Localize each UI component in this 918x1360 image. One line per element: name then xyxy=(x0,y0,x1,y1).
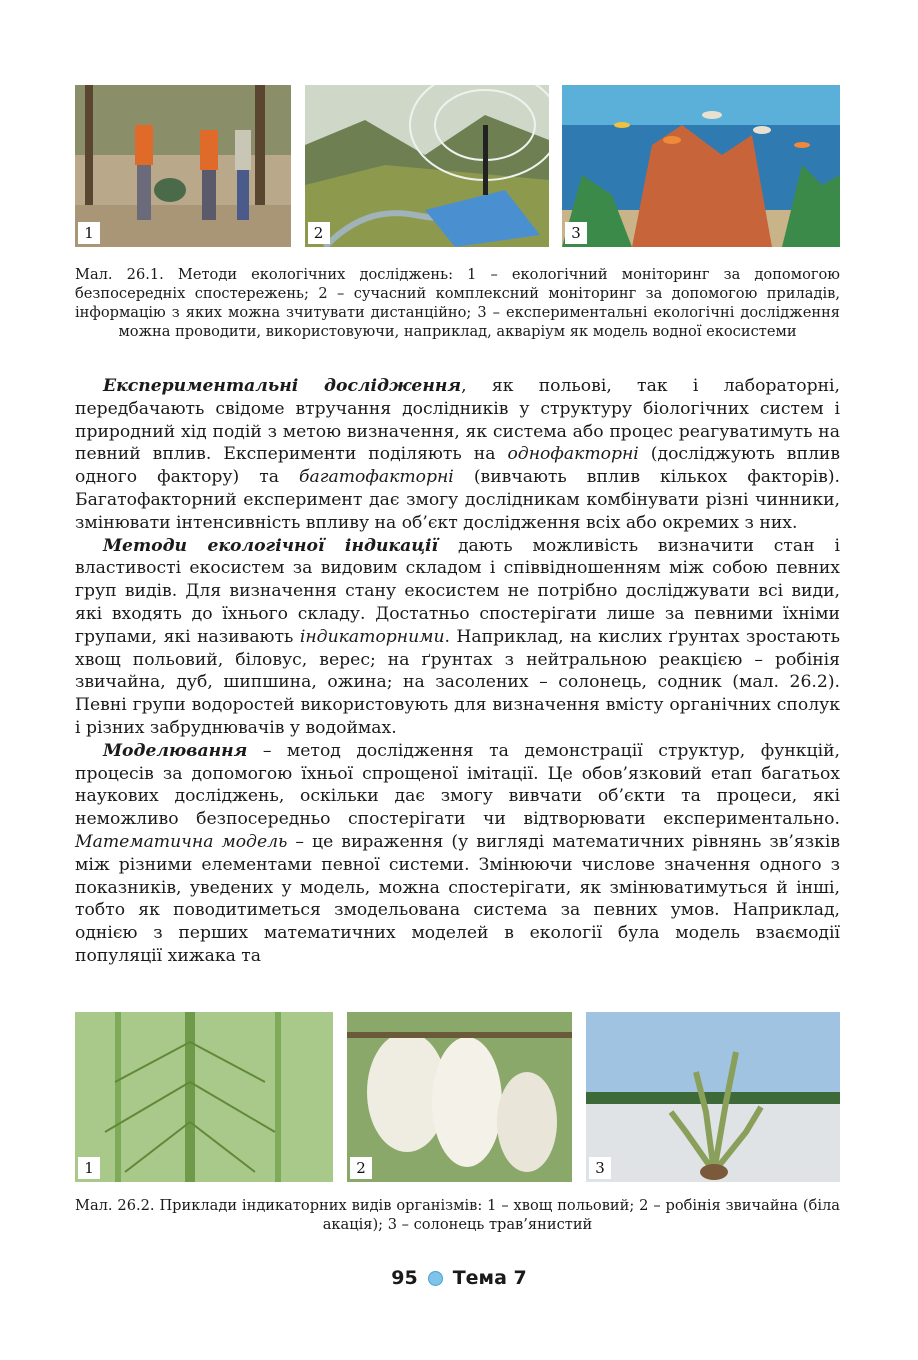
figure-26-2-caption: Мал. 26.2. Приклади індикаторних видів організмів: 1 – хвощ польовий; 2 – робінія звичайна (біла акація); 3 – солонець трав’янистий xyxy=(75,1197,840,1233)
main-text xyxy=(75,375,840,968)
aquarium-photo xyxy=(562,85,840,247)
sensor-device-photo xyxy=(305,85,549,247)
paragraph-indication: Методи екологічної індикації дають можливість визначити стан і властивості екосистем за видовим складом і співвідношенням між собою певних груп видів. Для визначення стану екосистем не потрібно досліджувати всі види, які входять до їхнього складу. Достатньо спостерігати лише за певними їхніми групами, які називають індикаторними. Наприклад, на кислих ґрунтах зростають хвощ польовий, біловус, верес; на ґрунтах з нейтральною реакцією – робінія звичайна, дуб, шипшина, ожина; на засолених – солонець, содник (мал. 26.2). Певні групи водоростей використовують для визначення вмісту органічних сполук і різних забруднювачів у водоймах. xyxy=(75,535,841,738)
paragraph-modeling: Моделювання – метод дослідження та демонстрації структур, функцій, процесів за допомогою їхньої спрощеної імітації. Це обов’язковий етап багатьох наукових досліджень, оскільки дає змогу вивчати об’єкти та процеси, які неможливо безпосередньо спостерігати чи відтворювати експериментально. Математична модель – це вираження (у вигляді математичних рівнянь зв’язків між різними елементами певної системи. Змінюючи числове значення одного з показників, уведених у модель, можна спостерігати, як змінюватимуться й інші, тобто як поводитиметься змодельована система за певних умов. Наприклад, однією з перших математичних моделей в екології була модель взаємодії популяції хижака та xyxy=(75,740,840,966)
page-footer xyxy=(0,1267,918,1289)
term-indication: Методи екологічної індикації xyxy=(103,535,439,556)
photo-number: 1 xyxy=(78,222,100,244)
photo-number: 2 xyxy=(350,1157,372,1179)
figure-26-2-photos xyxy=(75,1012,840,1182)
photo-number: 1 xyxy=(78,1157,100,1179)
robinia-photo xyxy=(347,1012,572,1182)
section-label: Тема 7 xyxy=(452,1267,527,1289)
figure-26-1-photos xyxy=(75,85,840,247)
dot-icon xyxy=(428,1271,443,1286)
term-modeling: Моделювання xyxy=(103,740,248,761)
page-number: 95 xyxy=(391,1267,418,1289)
figure-26-1-caption: Мал. 26.1. Методи екологічних досліджень: 1 – екологічний моніторинг за допомогою безпосередніх спостережень; 2 – сучасний комплексний моніторинг за допомогою приладів, інформацію з яких можна зчитувати дистанційно; 3 – експериментальні екологічні дослідження можна проводити, використовуючи, наприклад, акваріум як модель водної екосистеми xyxy=(75,266,840,340)
horsetail-photo xyxy=(75,1012,333,1182)
term-experimental: Експериментальні дослідження xyxy=(103,376,462,396)
salicornia-photo xyxy=(586,1012,840,1182)
photo-number: 3 xyxy=(565,222,587,244)
photo-number: 2 xyxy=(308,222,330,244)
field-team-photo xyxy=(75,85,291,247)
photo-number: 3 xyxy=(589,1157,611,1179)
paragraph-experimental: Експериментальні дослідження, як польові, так і лабораторні, передбачають свідоме втручання дослідників у структуру біологічних систем і природний хід подій з метою визначення, як система або процес реагуватимуть на певний вплив. Експерименти поділяють на однофакторні (досліджують вплив одного фактору) та багатофакторні (вивчають вплив кількох факторів). Багатофакторний експеримент дає змогу дослідникам комбінувати різні чинники, змінювати інтенсивність впливу на об’єкт дослідження всіх або окремих з них. xyxy=(75,376,840,533)
